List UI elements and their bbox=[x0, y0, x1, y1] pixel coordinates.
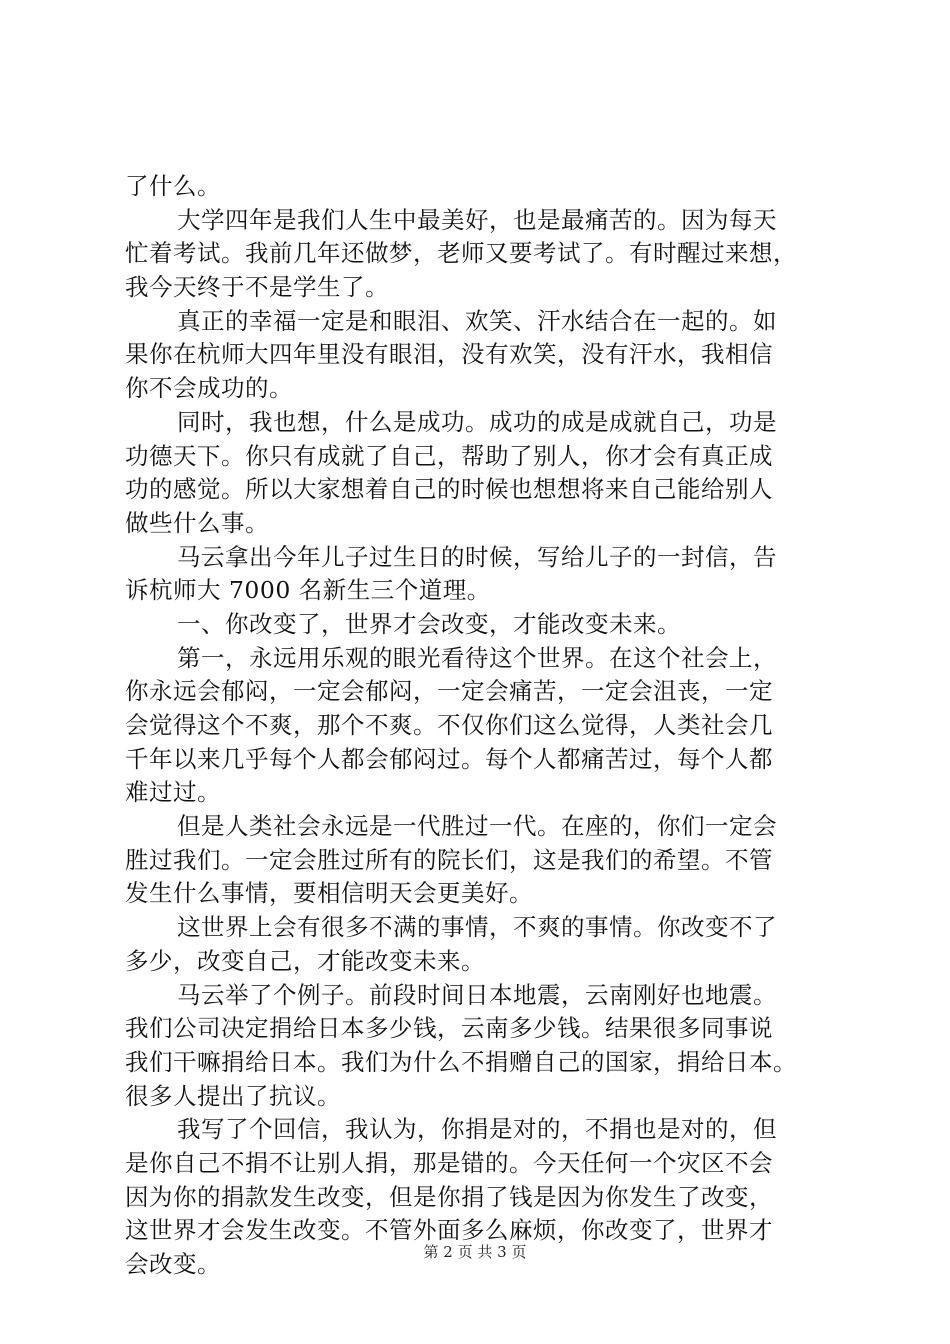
text-line: 我写了个回信，我认为，你捐是对的，不捐也是对的，但 bbox=[177, 1115, 777, 1144]
text-line: 是你自己不捐不让别人捐，那是错的。今天任何一个灾区不会 bbox=[125, 1148, 773, 1177]
text-line: 做些什么事。 bbox=[125, 508, 269, 537]
text-line: 我们公司决定捐给日本多少钱，云南多少钱。结果很多同事说 bbox=[125, 1014, 773, 1043]
text-line: 难过过。 bbox=[125, 778, 221, 807]
text-line: 诉杭师大 7000 名新生三个道理。 bbox=[125, 576, 491, 605]
text-line: 发生什么事情，要相信明天会更美好。 bbox=[125, 879, 533, 908]
text-line: 但是人类社会永远是一代胜过一代。在座的，你们一定会 bbox=[177, 812, 777, 841]
text-line: 同时，我也想，什么是成功。成功的成是成就自己，功是 bbox=[177, 407, 777, 436]
text-line: 大学四年是我们人生中最美好，也是最痛苦的。因为每天 bbox=[177, 205, 777, 234]
text-line: 真正的幸福一定是和眼泪、欢笑、汗水结合在一起的。如 bbox=[177, 306, 777, 335]
text-line: 了什么。 bbox=[125, 172, 221, 200]
text-line: 胜过我们。一定会胜过所有的院长们，这是我们的希望。不管 bbox=[125, 845, 773, 874]
text-line: 因为你的捐款发生改变，但是你捐了钱是因为你发生了改变， bbox=[125, 1182, 773, 1211]
text-line: 这世界上会有很多不满的事情，不爽的事情。你改变不了 bbox=[177, 913, 777, 942]
text-line: 功的感觉。所以大家想着自己的时候也想想将来自己能给别人 bbox=[125, 475, 773, 504]
text-line: 你永远会郁闷，一定会郁闷，一定会痛苦，一定会沮丧，一定 bbox=[125, 677, 773, 706]
text-line: 很多人提出了抗议。 bbox=[125, 1081, 341, 1110]
text-line: 你不会成功的。 bbox=[125, 374, 293, 403]
document-body bbox=[125, 170, 845, 1282]
text-line: 这世界才会发生改变。不管外面多么麻烦，你改变了，世界才 bbox=[125, 1216, 773, 1245]
text-line: 果你在杭师大四年里没有眼泪，没有欢笑，没有汗水，我相信 bbox=[125, 340, 773, 369]
text-line: 功德天下。你只有成就了自己，帮助了别人，你才会有真正成 bbox=[125, 441, 773, 470]
text-line: 马云拿出今年儿子过生日的时候，写给儿子的一封信，告 bbox=[177, 542, 777, 571]
text-line: 我们干嘛捐给日本。我们为什么不捐赠自己的国家，捐给日本。 bbox=[125, 1047, 797, 1076]
page-footer: 第 2 页 共 3 页 bbox=[423, 1243, 527, 1261]
text-line: 第一，永远用乐观的眼光看待这个世界。在这个社会上， bbox=[177, 643, 777, 672]
text-line: 多少，改变自己，才能改变未来。 bbox=[125, 946, 485, 975]
text-line: 马云举了个例子。前段时间日本地震，云南刚好也地震。 bbox=[177, 980, 777, 1009]
text-line: 忙着考试。我前几年还做梦，老师又要考试了。有时醒过来想， bbox=[125, 239, 797, 268]
text-line: 会改变。 bbox=[125, 1250, 221, 1278]
text-line: 会觉得这个不爽，那个不爽。不仅你们这么觉得，人类社会几 bbox=[125, 711, 773, 739]
text-line: 我今天终于不是学生了。 bbox=[125, 273, 389, 302]
text-line: 千年以来几乎每个人都会郁闷过。每个人都痛苦过，每个人都 bbox=[125, 744, 773, 773]
text-line: 一、你改变了，世界才会改变，才能改变未来。 bbox=[177, 609, 681, 638]
